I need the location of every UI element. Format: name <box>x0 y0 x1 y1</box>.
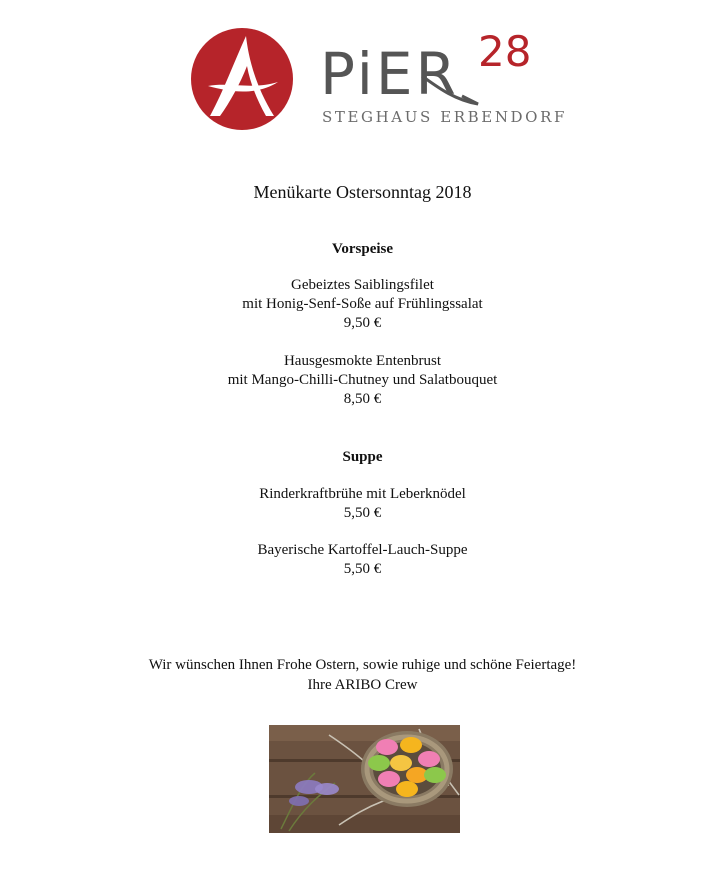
logo-graphic <box>190 24 567 134</box>
easter-egg <box>378 771 400 787</box>
dish-price: 5,50 € <box>343 561 382 577</box>
logo-brand-text: PiER <box>320 40 459 108</box>
dish-description: mit Mango-Chilli-Chutney und Salatbouquet <box>227 372 498 388</box>
dish-price: 8,50 € <box>343 391 382 407</box>
easter-egg <box>396 781 418 797</box>
easter-egg <box>390 755 412 771</box>
dish-item <box>0 352 725 409</box>
easter-egg <box>418 751 440 767</box>
logo-subtitle-text: STEGHAUS ERBENDORF <box>322 108 567 126</box>
logo-emblem-circle <box>191 28 293 130</box>
dish-item <box>0 541 725 579</box>
dish-price: 5,50 € <box>343 505 382 521</box>
dish-item <box>0 485 725 523</box>
closing-signature: Ihre ARIBO Crew <box>307 677 418 693</box>
section-suppe <box>0 448 725 467</box>
section-vorspeise <box>0 240 725 259</box>
section-heading: Suppe <box>342 449 383 465</box>
easter-egg <box>376 739 398 755</box>
restaurant-logo <box>190 24 567 134</box>
dish-name: Hausgesmokte Entenbrust <box>283 353 442 369</box>
closing-message <box>0 655 725 695</box>
dish-item <box>0 276 725 333</box>
menu-title: Menükarte Ostersonntag 2018 <box>253 182 472 202</box>
easter-eggs-photo <box>269 725 460 833</box>
easter-egg <box>400 737 422 753</box>
dish-name: Rinderkraftbrühe mit Leberknödel <box>259 486 466 502</box>
dish-price: 9,50 € <box>343 315 382 331</box>
easter-egg <box>424 767 446 783</box>
easter-photo-graphic <box>269 725 460 833</box>
section-heading: Vorspeise <box>331 241 394 257</box>
easter-egg <box>368 755 390 771</box>
dish-name: Bayerische Kartoffel-Lauch-Suppe <box>257 542 468 558</box>
dish-name: Gebeiztes Saiblingsfilet <box>291 277 434 293</box>
dish-description: mit Honig-Senf-Soße auf Frühlingssalat <box>242 296 483 312</box>
closing-greeting: Wir wünschen Ihnen Frohe Ostern, sowie ruhige und schöne Feiertage! <box>148 657 577 673</box>
logo-number-text: 28 <box>478 27 532 76</box>
